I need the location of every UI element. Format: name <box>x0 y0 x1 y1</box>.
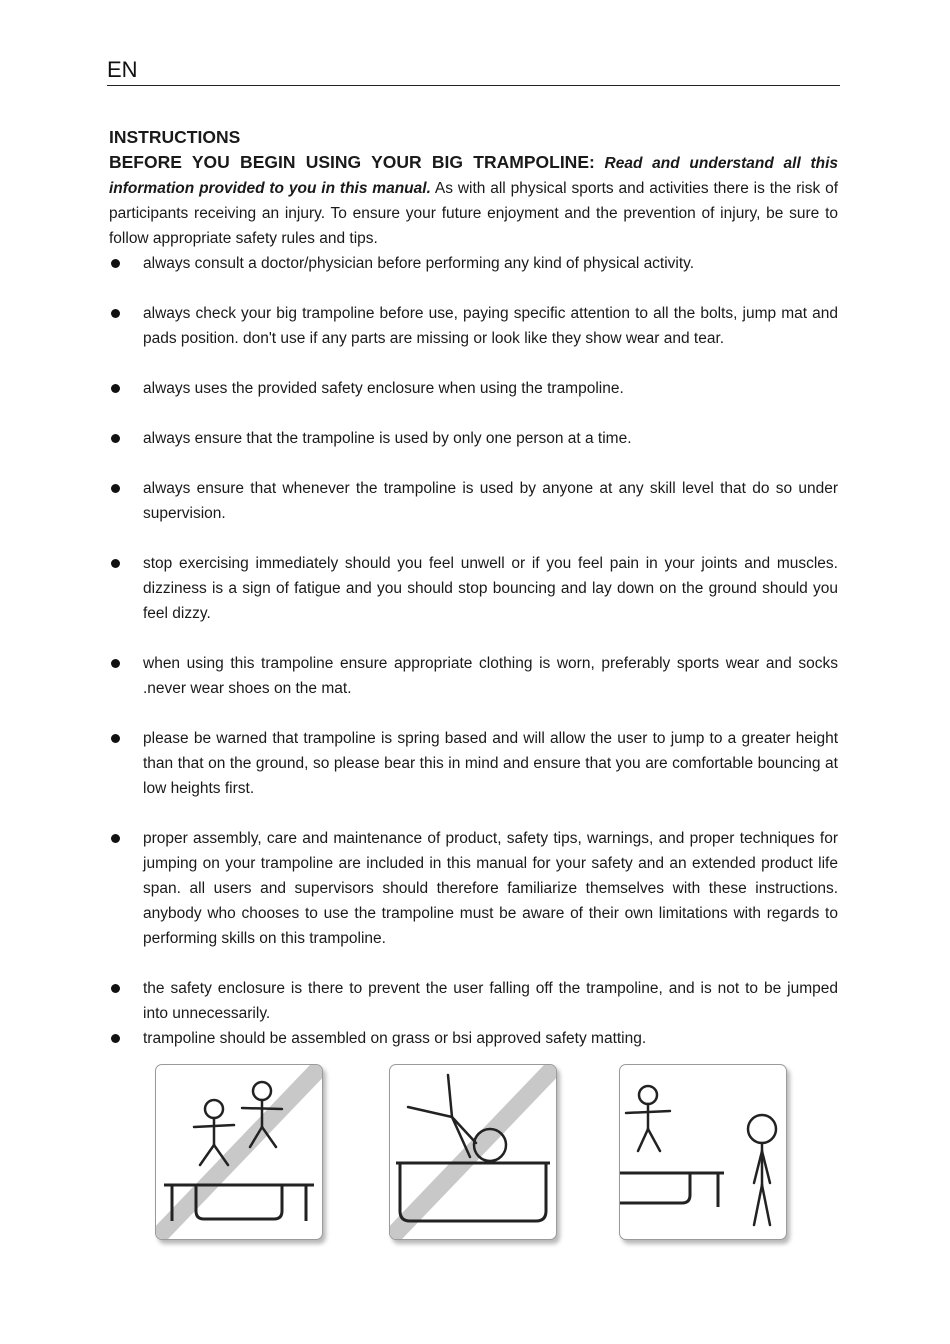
bullet-icon <box>111 434 120 443</box>
bullet-icon <box>111 259 120 268</box>
supervision-required-icon <box>619 1064 787 1240</box>
rule-text: the safety enclosure is there to prevent the user falling off the trampoline, and is not to be jumped into unnecessarily. <box>143 980 838 1022</box>
pictogram-row <box>155 1064 795 1244</box>
rule-text: stop exercising immediately should you feel unwell or if you feel pain in your joints and muscles. dizziness is a sign of fatigue and you should stop bouncing and lay down on the ground should you feel dizzy. <box>143 555 838 622</box>
rule-text: always ensure that the trampoline is used by only one person at a time. <box>143 430 632 447</box>
list-item <box>109 426 838 451</box>
list-item <box>109 826 838 951</box>
bullet-icon <box>111 384 120 393</box>
bullet-icon <box>111 1034 120 1043</box>
rule-text: trampoline should be assembled on grass or bsi approved safety matting. <box>143 1030 647 1047</box>
instructions-section <box>109 125 838 1051</box>
bullet-icon <box>111 309 120 318</box>
rule-text: always consult a doctor/physician before performing any kind of physical activity. <box>143 255 695 272</box>
bullet-icon <box>111 834 120 843</box>
rule-text: always uses the provided safety enclosure when using the trampoline. <box>143 380 624 397</box>
list-item <box>109 301 838 351</box>
intro-body: As with all physical sports and activities there is the risk of participants receiving an injury. To ensure your future enjoyment and the prevention of injury, be sure to follow appropriate safety rules and tips. <box>109 180 839 247</box>
section-title: INSTRUCTIONS <box>109 127 241 147</box>
no-somersault-icon <box>389 1064 557 1240</box>
language-code: EN <box>107 57 138 82</box>
header-divider <box>107 85 840 86</box>
rule-text: please be warned that trampoline is spring based and will allow the user to jump to a greater height than that on the ground, so please bear this in mind and ensure that you are comfortable bouncing at low heights first. <box>143 730 838 797</box>
list-item <box>109 376 838 401</box>
rule-text: when using this trampoline ensure appropriate clothing is worn, preferably sports wear and socks .never wear shoes on the mat. <box>143 655 838 697</box>
bullet-icon <box>111 984 120 993</box>
list-item <box>109 551 838 626</box>
list-item <box>109 1026 838 1051</box>
list-item <box>109 726 838 801</box>
rule-text: always check your big trampoline before use, paying specific attention to all the bolts, jump mat and pads position. don't use if any parts are missing or look like they show wear and tear. <box>143 305 838 347</box>
intro-paragraph <box>109 150 838 251</box>
list-item <box>109 976 838 1026</box>
intro-lead: BEFORE YOU BEGIN USING YOUR BIG TRAMPOLINE: <box>109 152 595 172</box>
list-item <box>109 251 838 276</box>
intro-emphasis: Read and understand all this information provided to you in this manual. <box>109 155 839 197</box>
bullet-icon <box>111 484 120 493</box>
list-item <box>109 476 838 526</box>
bullet-icon <box>111 559 120 568</box>
bullet-icon <box>111 734 120 743</box>
list-item <box>109 651 838 701</box>
no-multiple-jumpers-icon <box>155 1064 323 1240</box>
safety-rules-list <box>109 251 838 1051</box>
bullet-icon <box>111 659 120 668</box>
rule-text: always ensure that whenever the trampoline is used by anyone at any skill level that do so under supervision. <box>143 480 838 522</box>
rule-text: proper assembly, care and maintenance of product, safety tips, warnings, and proper techniques for jumping on your trampoline are included in this manual for your safety and an extended product life span. all users and supervisors should therefore familiarize themselves with these instructions. anybody who chooses to use the trampoline must be aware of their own limitations with regards to performing skills on this trampoline. <box>143 830 838 947</box>
